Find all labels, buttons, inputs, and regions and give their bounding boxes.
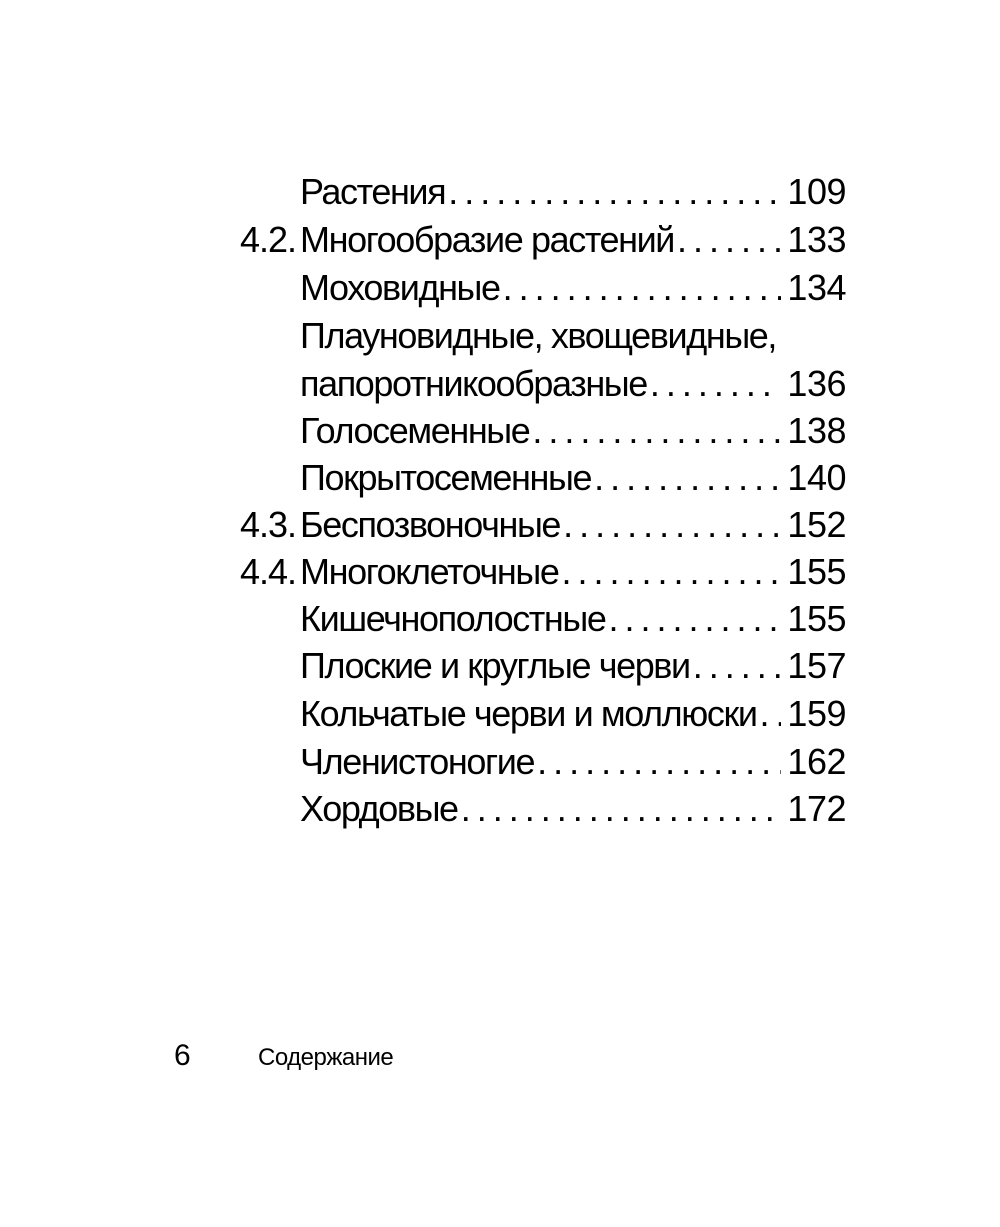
dot-leader: [650, 360, 782, 408]
page-number: 152: [787, 504, 846, 545]
toc-entry-kolchatye-chervi: [0, 690, 1000, 738]
page-number: 172: [787, 788, 846, 829]
page-number: 155: [787, 551, 846, 592]
entry-title: Голосеменные: [300, 410, 530, 451]
page-number: 159: [787, 693, 846, 734]
dot-leader: [608, 595, 781, 643]
entry-title: Моховидные: [300, 267, 500, 308]
dot-leader: [537, 738, 781, 786]
toc-entry-kishechnopolostnye: [0, 595, 1000, 643]
dot-leader: [461, 785, 782, 833]
dot-leader: [448, 168, 781, 216]
folio-page-number: 6: [174, 1039, 191, 1072]
dot-leader: [563, 501, 781, 549]
page-number: 109: [787, 171, 846, 212]
entry-title: Плоские и круглые черви: [300, 645, 690, 686]
section-number: 4.3.: [240, 504, 297, 545]
toc-entry-mnogokletochnye: [0, 548, 1000, 596]
page-number: 140: [787, 457, 846, 498]
entry-title: Многообразие растений: [300, 219, 675, 260]
running-footer-title: Содержание: [258, 1044, 394, 1071]
toc-entry-golosemennye: [0, 407, 1000, 455]
toc-entry-plaunovidnye-line1: [0, 312, 1000, 360]
dot-leader: [594, 454, 781, 502]
toc-entry-hordovye: [0, 785, 1000, 833]
toc-entry-chlenistonogie: [0, 738, 1000, 786]
entry-title: Кольчатые черви и моллюски: [300, 693, 757, 734]
toc-entry-ploskie-chervi: [0, 642, 1000, 690]
entry-title: Членистоногие: [300, 741, 535, 782]
page-number: 134: [787, 267, 846, 308]
dot-leader: [532, 407, 781, 455]
entry-title: Беспозвоночные: [300, 504, 561, 545]
toc-entry-mohovidnye: [0, 264, 1000, 312]
entry-title: Кишечнополостные: [300, 598, 606, 639]
page-number: 157: [787, 645, 846, 686]
toc-entry-mnogoobrazie-rasteniy: [0, 216, 1000, 264]
page-number: 133: [787, 219, 846, 260]
entry-title: Растения: [300, 171, 446, 212]
dot-leader: [503, 264, 782, 312]
entry-title: Хордовые: [300, 788, 458, 829]
page-number: 136: [787, 363, 846, 404]
toc-entry-paporotnikoobraznye: [0, 360, 1000, 408]
dot-leader: [677, 216, 781, 264]
page-number: 155: [787, 598, 846, 639]
entry-title: папоротникообразные: [300, 363, 647, 404]
section-number: 4.2.: [240, 219, 297, 260]
entry-title: Плауновидные, хвощевидные,: [300, 315, 777, 356]
toc-entry-bespozvonochnye: [0, 501, 1000, 549]
entry-title: Многоклеточные: [300, 551, 559, 592]
toc-entry-rasteniya: [0, 168, 1000, 216]
toc-entry-pokrytosemennye: [0, 454, 1000, 502]
dot-leader: [562, 548, 782, 596]
section-number: 4.4.: [240, 551, 297, 592]
page-number: 162: [787, 741, 846, 782]
dot-leader: [693, 642, 782, 690]
page-number: 138: [787, 410, 846, 451]
entry-title: Покрытосеменные: [300, 457, 592, 498]
dot-leader: [760, 690, 782, 738]
